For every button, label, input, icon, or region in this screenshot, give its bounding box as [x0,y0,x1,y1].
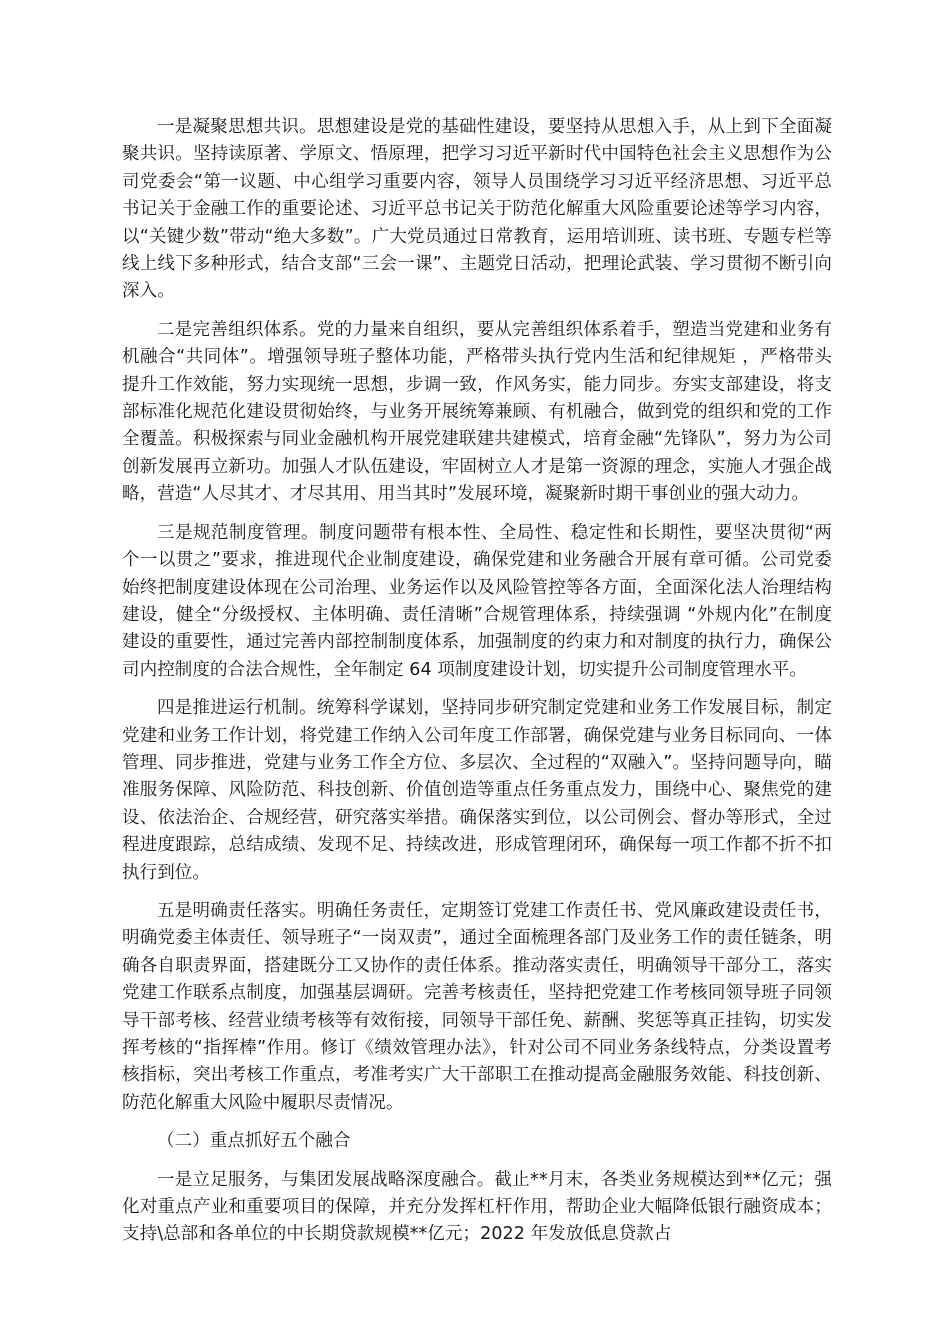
paragraph-responsibility: 五是明确责任落实。明确任务责任，定期签订党建工作责任书、党风廉政建设责任书，明确党委主体责任、领导班子“一岗双责”，通过全面梳理各部门及业务工作的责任链条，明确各自职责界面，搭建既分工又协作的责任体系。推动落实责任，明确领导干部分工，落实党建工作联系点制度，加强基层调研。完善考核责任，坚持把党建工作考核同领导班子同领导干部考核、经营业绩考核等有效衔接，同领导干部任免、薪酬、奖惩等真正挂钩，切实发挥考核的“指挥棒”作用。修订《绩效管理办法》，针对公司不同业务条线特点，分类设置考核指标，突出考核工作重点，考准考实广大干部职工在推动提高金融服务效能、科技创新、防范化解重大风险中履职尽责情况。 [122,900,832,1113]
section-subheading: （二）重点抓好五个融合 [157,1131,351,1152]
document-body [122,114,832,1260]
paragraph-institution: 三是规范制度管理。制度问题带有根本性、全局性、稳定性和长期性，要坚决贯彻“两个一以贯之”要求，推进现代企业制度建设，确保党建和业务融合开展有章可循。公司党委始终把制度建设体现在公司治理、业务运作以及风险管控等各方面，全面深化法人治理结构建设，健全“分级授权、主体明确、责任清晰”合规管理体系，持续强调 “外规内化”在制度建设的重要性，通过完善内部控制制度体系，加强制度的约束力和对制度的执行力，确保公司内控制度的合法合规性，全年制定 64 项制度建设计划，切实提升公司制度管理水平。 [122,522,832,680]
paragraph-service-integration: 一是立足服务，与集团发展战略深度融合。截止**月末，各类业务规模达到**亿元；强化对重点产业和重要项目的保障，并充分发挥杠杆作用，帮助企业大幅降低银行融资成本；支持\总部和各单位的中长期贷款规模**亿元；2022 年发放低息贷款占 [122,1169,832,1245]
paragraph-organization: 二是完善组织体系。党的力量来自组织，要从完善组织体系着手，塑造当党建和业务有机融合“共同体”。增强领导班子整体功能，严格带头执行党内生活和纪律规矩 ，严格带头提升工作效能，努力实现统一思想，步调一致，作风务实，能力同步。夯实支部建设，将支部标准化规范化建设贯彻始终，与业务开展统筹兼顾、有机融合，做到党的组织和党的工作全覆盖。积极探索与同业金融机构开展党建联建共建模式，培育金融“先锋队”，努力为公司创新发展再立新功。加强人才队伍建设，牢固树立人才是第一资源的理念，实施人才强企战略，营造“人尽其才、才尽其用、用当其时”发展环境，凝聚新时期干事创业的强大动力。 [122,319,832,505]
paragraph-mechanism: 四是推进运行机制。统筹科学谋划，坚持同步研究制定党建和业务工作发展目标，制定党建和业务工作计划，将党建工作纳入公司年度工作部署，确保党建与业务目标同向、一体管理、同步推进，党建与业务工作全方位、多层次、全过程的“双融入”。坚持问题导向，瞄准服务保障、风险防范、科技创新、价值创造等重点任务重点发力，围绕中心、聚焦党的建设、依法治企、合规经营，研究落实举措。确保落实到位，以公司例会、督办等形式，全过程进度跟踪，总结成绩、发现不足、持续改进，形成管理闭环，确保每一项工作都不折不扣执行到位。 [122,698,832,883]
paragraph-ideology: 一是凝聚思想共识。思想建设是党的基础性建设，要坚持从思想入手，从上到下全面凝聚共识。坚持读原著、学原文、悟原理，把学习习近平新时代中国特色社会主义思想作为公司党委会“第一议题、中心组学习重要内容，领导人员围绕学习习近平经济思想、习近平总书记关于金融工作的重要论述、习近平总书记关于防范化解重大风险重要论述等学习内容，以“关键少数”带动“绝大多数”。广大党员通过日常教育，运用培训班、读书班、专题专栏等线上线下多种形式，结合支部“三会一课”、主题党日活动，把理论武装、学习贯彻不断引向深入。 [122,117,832,302]
